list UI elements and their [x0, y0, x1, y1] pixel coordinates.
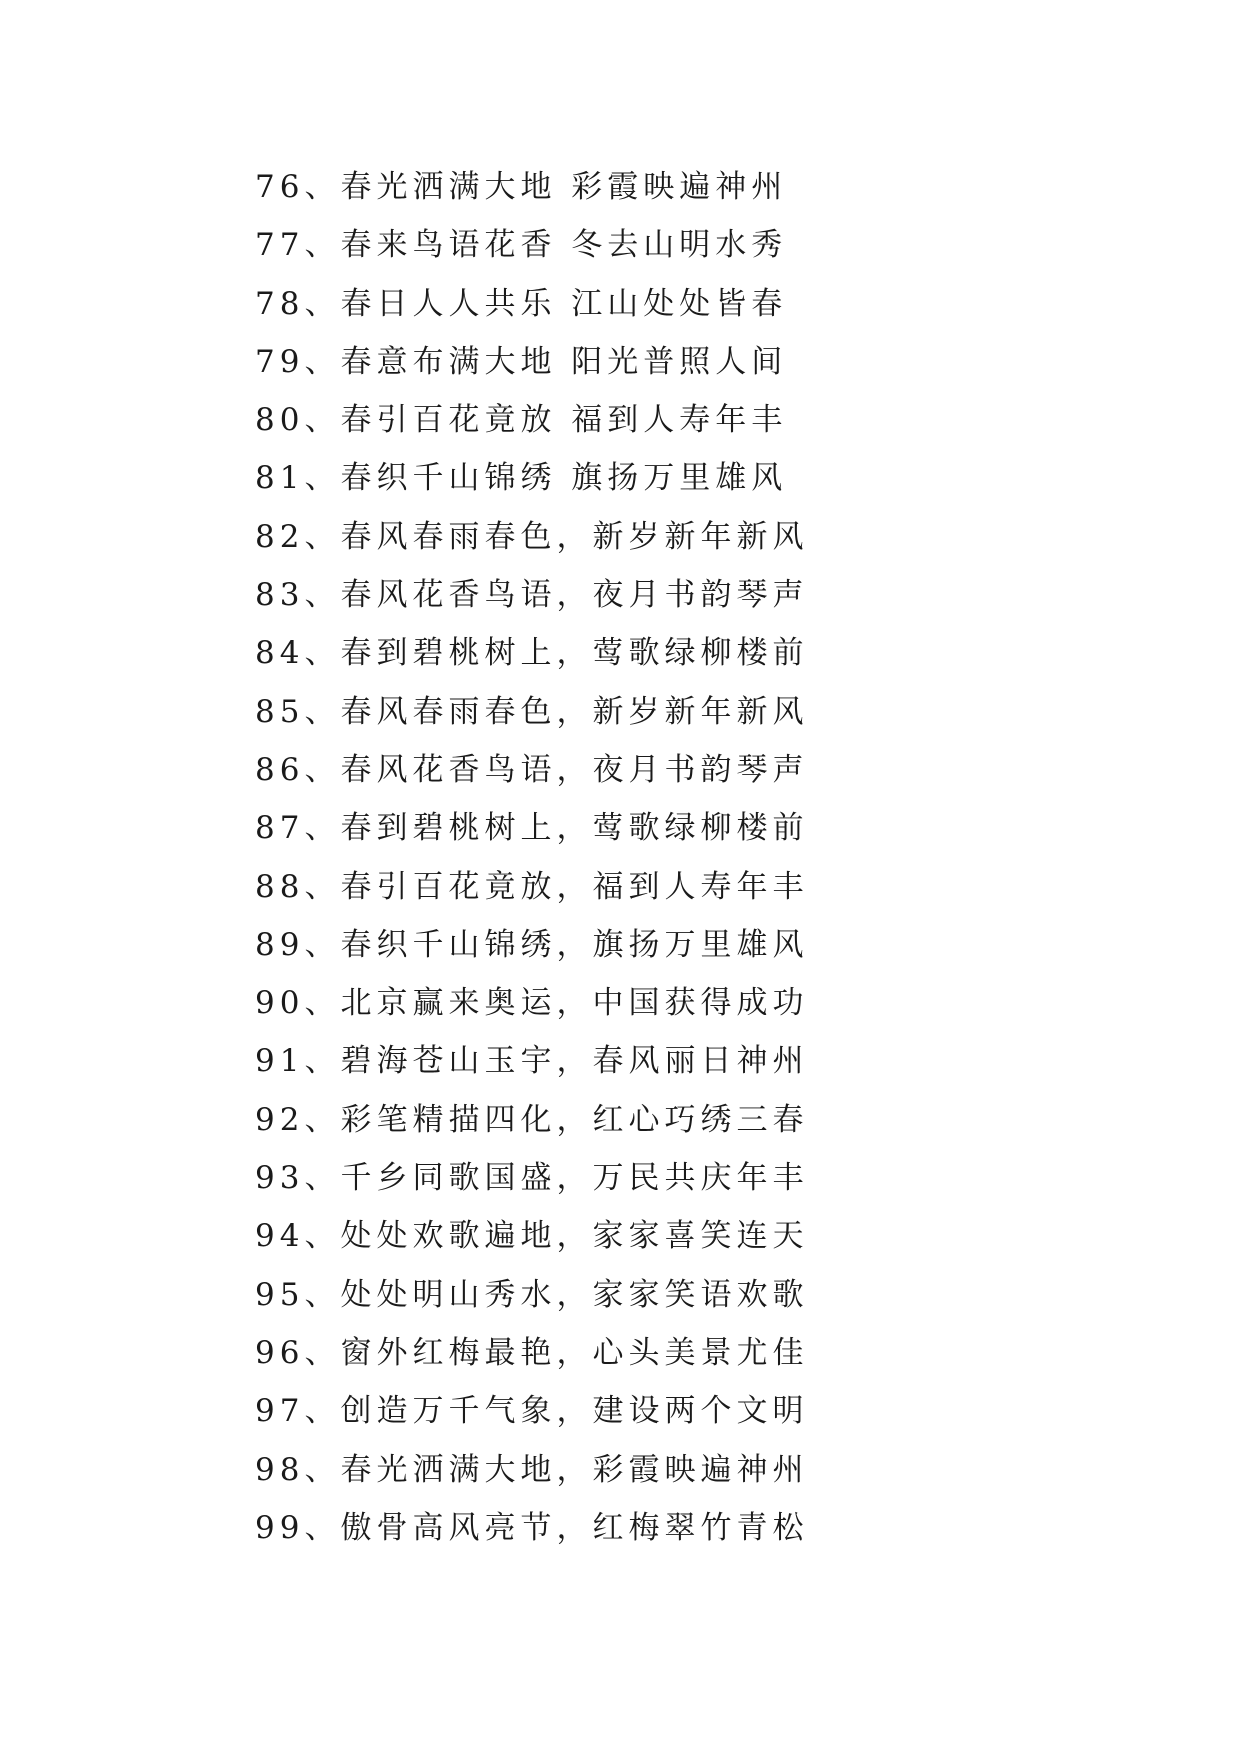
list-item: 85、春风春雨春色，新岁新年新风	[255, 693, 809, 730]
list-item: 99、傲骨高风亮节，红梅翠竹青松	[255, 1509, 809, 1546]
list-item: 95、处处明山秀水，家家笑语欢歌	[255, 1276, 809, 1313]
list-item: 94、处处欢歌遍地，家家喜笑连天	[255, 1218, 809, 1255]
list-item: 77、春来鸟语花香 冬去山明水秀	[255, 227, 788, 264]
list-item: 98、春光洒满大地，彩霞映遍神州	[255, 1451, 809, 1488]
list-item: 84、春到碧桃树上，莺歌绿柳楼前	[255, 635, 809, 672]
list-item: 76、春光洒满大地 彩霞映遍神州	[255, 169, 788, 205]
list-item: 92、彩笔精描四化，红心巧绣三春	[255, 1101, 809, 1138]
list-item: 82、春风春雨春色，新岁新年新风	[255, 518, 809, 555]
list-item: 88、春引百花竟放，福到人寿年丰	[255, 868, 809, 905]
list-item: 97、创造万千气象，建设两个文明	[255, 1393, 809, 1430]
list-item: 90、北京赢来奥运，中国获得成功	[255, 985, 809, 1022]
list-item: 86、春风花香鸟语，夜月书韵琴声	[255, 751, 809, 788]
couplet-list	[255, 158, 808, 1557]
list-item: 83、春风花香鸟语，夜月书韵琴声	[255, 577, 809, 614]
list-item: 79、春意布满大地 阳光普照人间	[255, 343, 788, 380]
list-item: 78、春日人人共乐 江山处处皆春	[255, 285, 788, 322]
list-item: 93、千乡同歌国盛，万民共庆年丰	[255, 1160, 809, 1197]
list-item: 96、窗外红梅最艳，心头美景尤佳	[255, 1334, 809, 1371]
list-item: 89、春织千山锦绣，旗扬万里雄风	[255, 926, 809, 963]
list-item: 87、春到碧桃树上，莺歌绿柳楼前	[255, 810, 809, 847]
list-item: 81、春织千山锦绣 旗扬万里雄风	[255, 460, 788, 497]
list-item: 91、碧海苍山玉宇，春风丽日神州	[255, 1043, 809, 1080]
list-item: 80、春引百花竟放 福到人寿年丰	[255, 402, 788, 439]
